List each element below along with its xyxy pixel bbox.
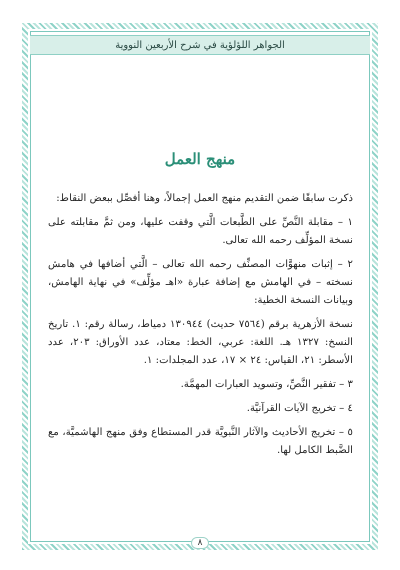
page-number: ٨ — [191, 537, 210, 549]
paragraph-manuscript-info: نسخة الأزهرية برقم (٧٥٦٤ حديث) ١٣٠٩٤٤ دمياط، رسالة رقم: ١. تاريخ النسخ: ١٣٢٧ هـ. اللغة: عربي، الخط: معتاد، عدد الأوراق: ٢٠٣، عدد الأسطر: ٢١، القياس: ٢٤ × ١٧، عدد المجلدات: ١. — [48, 319, 354, 366]
paragraph-item-3: ٣ – تفقير النَّصِّ، وتسويد العبارات المهمَّة. — [180, 379, 353, 390]
page-number-area — [0, 530, 400, 549]
paragraph-item-5: ٥ – تخريج الأحاديث والآثار النَّبويَّة قدر المستطاع وفق منهج الهاشميَّة، مع الضَّبط الكامل لها. — [48, 427, 353, 456]
paragraph-intro: ذكرت سابقًا ضمن التقديم منهج العمل إجمالاً، وهنا أفصِّل ببعض النقاط: — [56, 193, 353, 204]
section-title: منهج العمل — [164, 150, 236, 168]
paragraph-item-2: ٢ – إثبات منهوَّات المصنِّف رحمه الله تعالى – الَّتي أضافها في هامش نسخته – في الهامش مع إضافة عبارة «اهـ مؤلِّف» في نهاية الهامش، وبيانات النسخة الخطية: — [48, 259, 353, 306]
header-title: الجواهر اللؤلؤية في شرح الأربعين النووية — [115, 39, 285, 51]
paragraph-item-1: ١ – مقابلة النَّصِّ على الطَّبعات الَّتي وقفت عليها، ومن ثمَّ مقابلته على نسخة المؤلِّف رحمه الله تعالى. — [48, 217, 353, 246]
paragraph-item-4: ٤ – تخريج الآيات القرآنيَّة. — [246, 403, 353, 414]
running-header — [30, 35, 370, 55]
body-text — [48, 190, 353, 466]
